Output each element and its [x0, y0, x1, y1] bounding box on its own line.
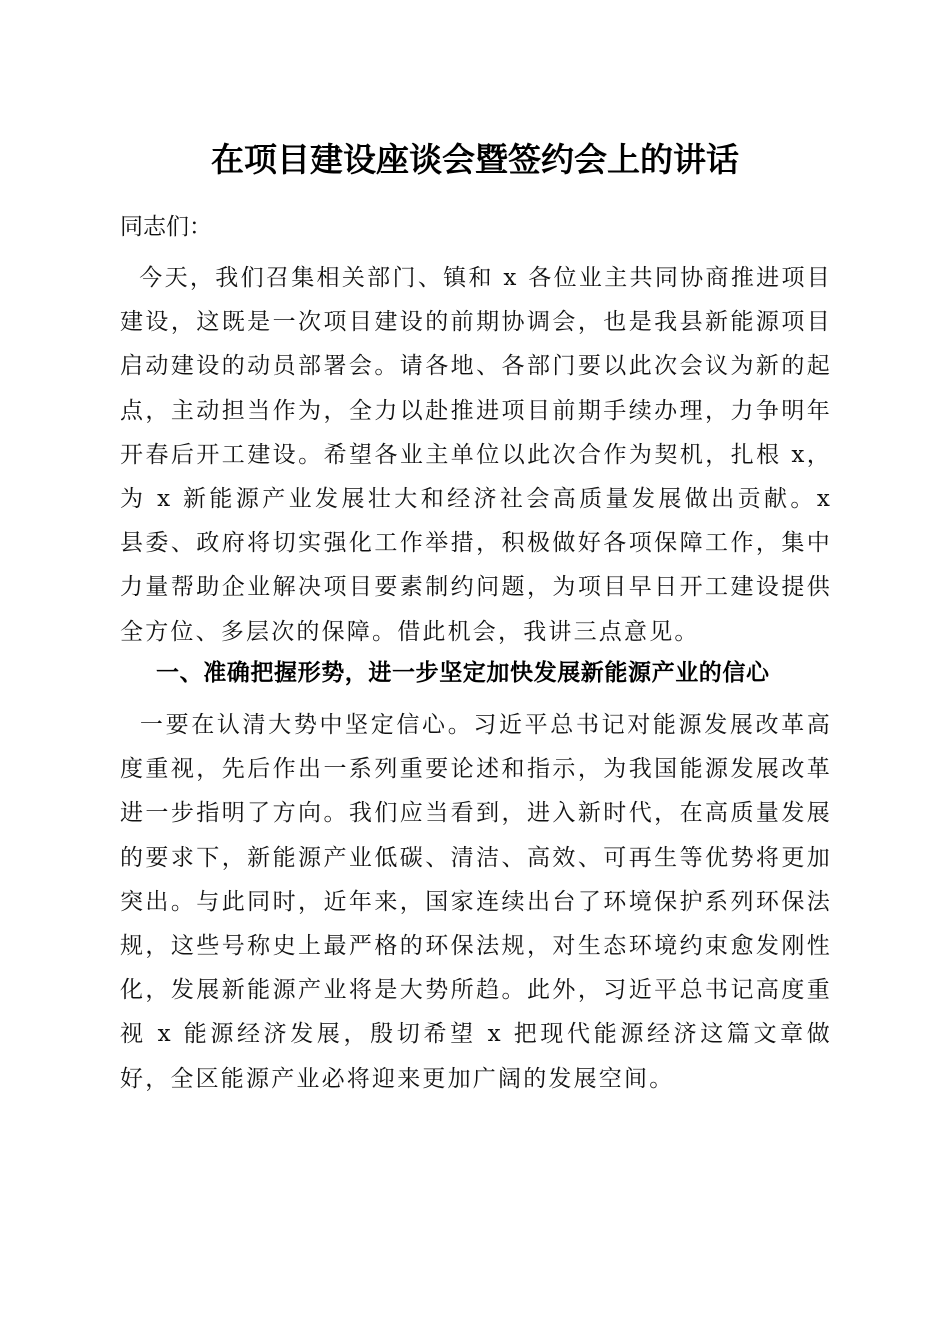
paragraph-section-1: 一要在认清大势中坚定信心。习近平总书记对能源发展改革高度重视，先后作出一系列重要论述和指示，为我国能源发展改革进一步指明了方向。我们应当看到，进入新时代，在高质量发展的要求下，新能源产业低碳、清洁、高效、可再生等优势将更加突出。与此同时，近年来，国家连续出台了环境保护系列环保法规，这些号称史上最严格的环保法规，对生态环境约束愈发刚性化，发展新能源产业将是大势所趋。此外，习近平总书记高度重视 x 能源经济发展，殷切希望 x 把现代能源经济这篇文章做好，全区能源产业必将迎来更加广阔的发展空间。 [120, 712, 832, 1092]
section-heading-1: 一、准确把握形势，进一步坚定加快发展新能源产业的信心 [156, 660, 770, 686]
document-title: 在项目建设座谈会暨签约会上的讲话 [211, 140, 739, 179]
salutation: 同志们： [120, 214, 212, 240]
paragraph-intro: 今天，我们召集相关部门、镇和 x 各位业主共同协商推进项目建设，这既是一次项目建设的前期协调会，也是我县新能源项目启动建设的动员部署会。请各地、各部门要以此次会议为新的起点，主动担当作为，全力以赴推进项目前期手续办理，力争明年开春后开工建设。希望各业主单位以此次合作为契机，扎根 x，为 x 新能源产业发展壮大和经济社会高质量发展做出贡献。x 县委、政府将切实强化工作举措，积极做好各项保障工作，集中力量帮助企业解决项目要素制约问题，为项目早日开工建设提供全方位、多层次的保障。借此机会，我讲三点意见。 [120, 265, 842, 645]
